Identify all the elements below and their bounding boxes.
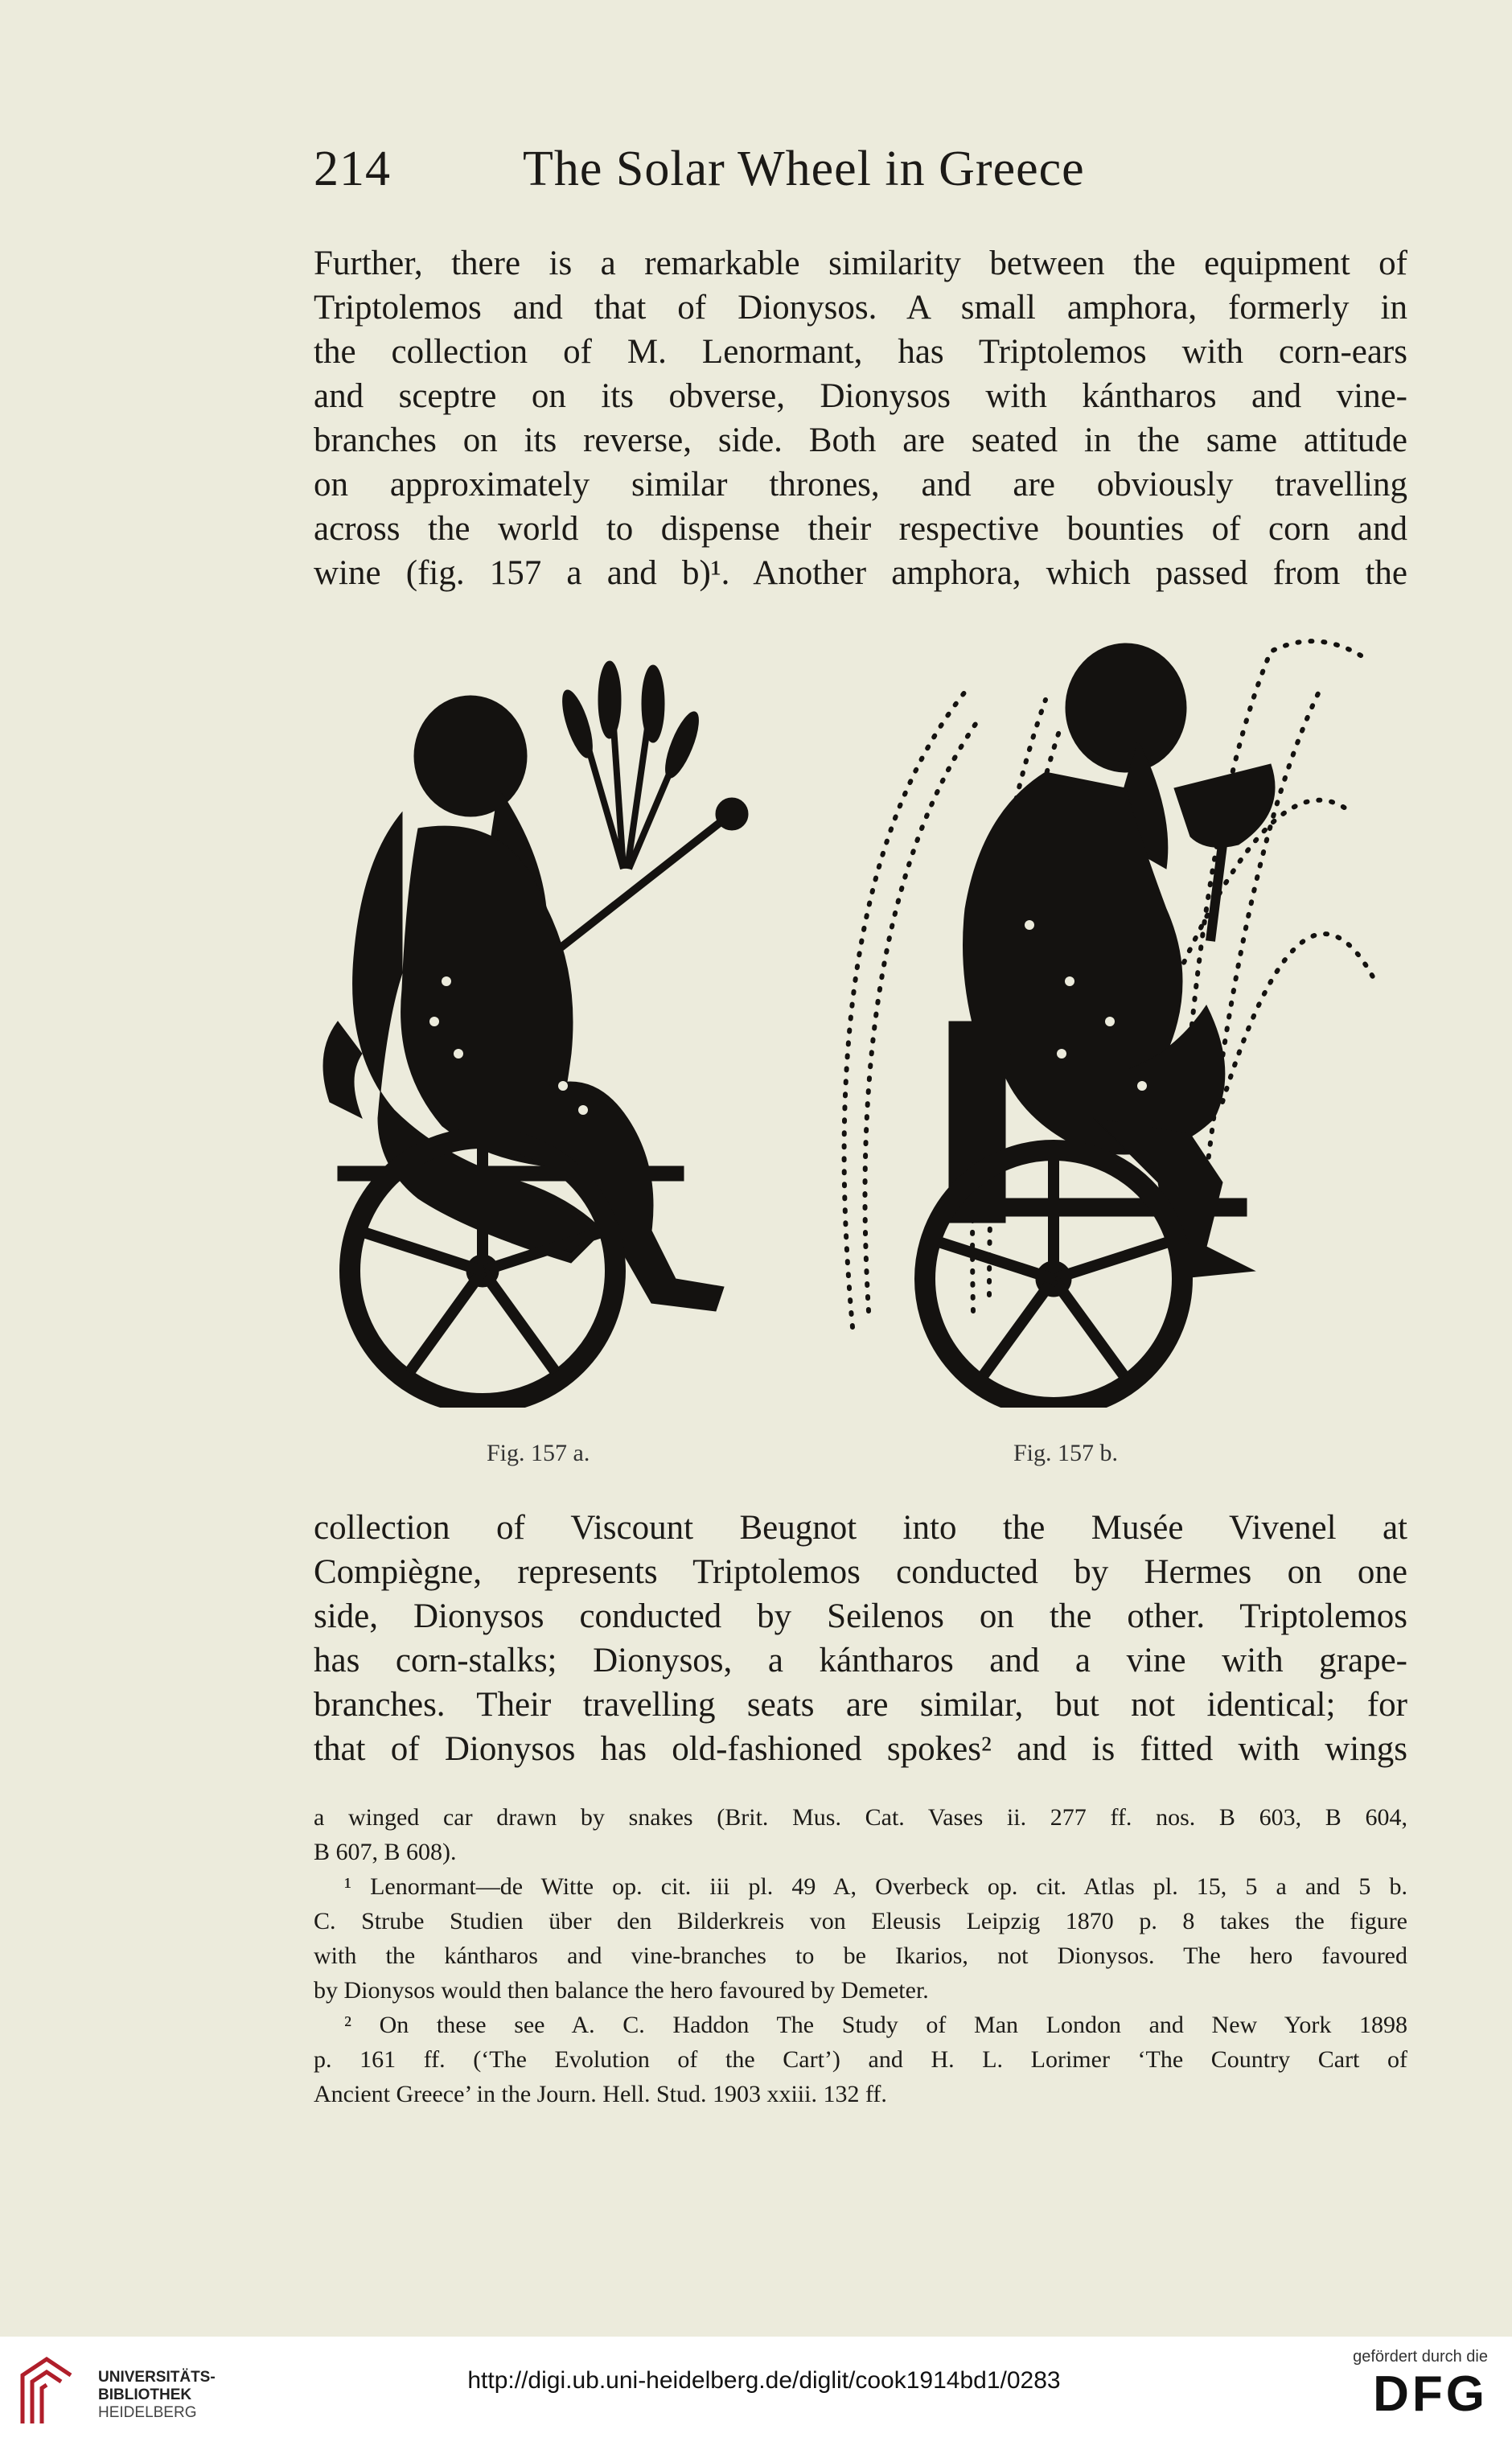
footnote-line: a winged car drawn by snakes (Brit. Mus. Cat. Vases ii. 277 ff. nos. B 603, B 604, bbox=[314, 1804, 1407, 1831]
figure-157 bbox=[306, 603, 1415, 1480]
dfg-funding-logo[interactable] bbox=[1319, 2348, 1488, 2436]
footnote-line: B 607, B 608). bbox=[314, 1839, 457, 1865]
footnote-line: C. Strube Studien über den Bilderkreis von Eleusis Leipzig 1870 p. 8 takes the figure bbox=[314, 1908, 1407, 1934]
paragraph-bottom bbox=[314, 1506, 1407, 1771]
text-line: Further, there is a remarkable similarity between the equipment of bbox=[314, 245, 1407, 282]
footnote-line: p. 161 ff. (‘The Evolution of the Cart’) and H. L. Lorimer ‘The Country Cart of bbox=[314, 2046, 1407, 2073]
figure-157a-illustration bbox=[306, 603, 836, 1408]
running-header bbox=[314, 141, 1206, 205]
text-line: that of Dionysos has old-fashioned spokes² and is fitted with wings bbox=[314, 1730, 1407, 1768]
footnote-line: Ancient Greece’ in the Journ. Hell. Stud. 1903 xxiii. 132 ff. bbox=[314, 2081, 887, 2107]
text-line: on approximately similar thrones, and are obviously travelling bbox=[314, 466, 1407, 504]
dfg-logo-text: DFG bbox=[1373, 2366, 1488, 2422]
text-line: collection of Viscount Beugnot into the Musée Vivenel at bbox=[314, 1509, 1407, 1547]
caption-fig-157b: Fig. 157 b. bbox=[1013, 1440, 1119, 1466]
text-line: branches on its reverse, side. Both are seated in the same attitude bbox=[314, 421, 1407, 459]
paragraph-top bbox=[314, 241, 1407, 595]
library-name-line: HEIDELBERG bbox=[98, 2404, 197, 2421]
footnote-line: ² On these see A. C. Haddon The Study of Man London and New York 1898 bbox=[344, 2012, 1407, 2038]
library-name-line: UNIVERSITÄTS- bbox=[98, 2369, 216, 2386]
university-library-logo[interactable] bbox=[14, 2351, 216, 2432]
text-line: Triptolemos and that of Dionysos. A small amphora, formerly in bbox=[314, 289, 1407, 327]
funding-note: gefördert durch die bbox=[1353, 2348, 1488, 2366]
figure-157b-illustration bbox=[820, 603, 1383, 1408]
footnote-line: ¹ Lenormant—de Witte op. cit. iii pl. 49 A, Overbeck op. cit. Atlas pl. 15, 5 a and 5 b. bbox=[344, 1873, 1407, 1900]
permalink-url[interactable]: http://digi.ub.uni-heidelberg.de/diglit/cook1914bd1/0283 bbox=[467, 2367, 1061, 2394]
caption-fig-157a: Fig. 157 a. bbox=[487, 1440, 590, 1466]
text-line: wine (fig. 157 a and b)¹. Another amphora, which passed from the bbox=[314, 554, 1407, 592]
library-name-line: BIBLIOTHEK bbox=[98, 2386, 192, 2403]
digitization-footer bbox=[0, 2337, 1512, 2446]
library-emblem-icon bbox=[14, 2351, 79, 2428]
running-title: The Solar Wheel in Greece bbox=[523, 142, 1085, 196]
text-line: across the world to dispense their respective bounties of corn and bbox=[314, 510, 1407, 548]
footnote-line: with the kántharos and vine-branches to be Ikarios, not Dionysos. The hero favoured bbox=[314, 1942, 1407, 1969]
text-line: the collection of M. Lenormant, has Triptolemos with corn-ears bbox=[314, 333, 1407, 371]
footnote-line: by Dionysos would then balance the hero favoured by Demeter. bbox=[314, 1977, 929, 2004]
footnotes bbox=[314, 1800, 1407, 2111]
text-line: side, Dionysos conducted by Seilenos on the other. Triptolemos bbox=[314, 1597, 1407, 1635]
text-line: has corn-stalks; Dionysos, a kántharos and a vine with grape- bbox=[314, 1642, 1407, 1679]
page-number: 214 bbox=[314, 142, 391, 196]
text-line: Compiègne, represents Triptolemos conducted by Hermes on one bbox=[314, 1553, 1407, 1591]
text-line: and sceptre on its obverse, Dionysos with kántharos and vine- bbox=[314, 377, 1407, 415]
library-name bbox=[98, 2369, 216, 2422]
text-line: branches. Their travelling seats are similar, but not identical; for bbox=[314, 1686, 1407, 1724]
